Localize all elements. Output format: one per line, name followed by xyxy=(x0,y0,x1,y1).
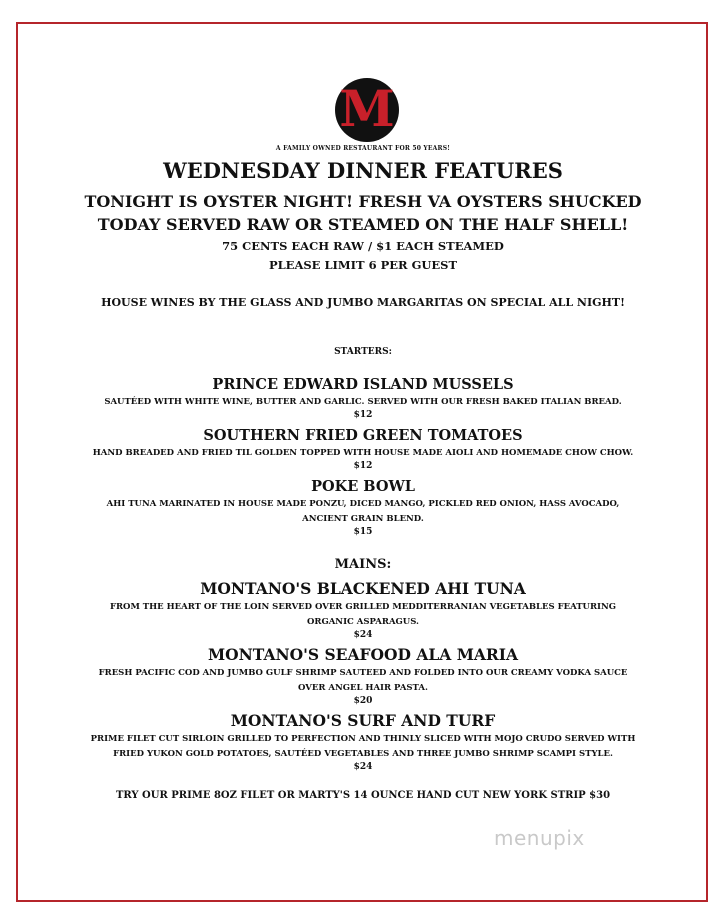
starter-description: HAND BREADED AND FRIED TIL GOLDEN TOPPED WITH HOUSE MADE AIOLI AND HOMEMADE CHOW CHOW. xyxy=(92,448,634,458)
starter-item xyxy=(18,478,708,537)
main-price: $20 xyxy=(353,696,373,706)
watermark: menupix xyxy=(494,826,585,850)
main-description: FROM THE HEART OF THE LOIN SERVED OVER GRILLED MEDDITERRANIAN VEGETABLES FEATURING ORGANIC ASPARAGUS. xyxy=(109,602,617,627)
oyster-limit: PLEASE LIMIT 6 PER GUEST xyxy=(268,258,458,272)
main-description: PRIME FILET CUT SIRLOIN GRILLED TO PERFECTION AND THINLY SLICED WITH MOJO CRUDO SERVED WITH FRIED YUKON GOLD POTATOES, SAUTÉED VEGETABLES AND THREE JUMBO SHRIMP SCAMPI STYLE. xyxy=(90,734,636,759)
starters-heading: STARTERS: xyxy=(334,347,392,357)
starter-price: $12 xyxy=(353,461,373,471)
main-price: $24 xyxy=(353,762,373,772)
main-item xyxy=(18,645,708,706)
restaurant-logo xyxy=(335,78,399,142)
starter-name: POKE BOWL xyxy=(311,478,415,495)
oyster-line-2: TODAY SERVED RAW OR STEAMED ON THE HALF SHELL! xyxy=(97,215,629,234)
starter-item xyxy=(18,376,708,420)
main-name: MONTANO'S SURF AND TURF xyxy=(230,711,496,730)
footer-special: TRY OUR PRIME 8OZ FILET OR MARTY'S 14 OUNCE HAND CUT NEW YORK STRIP $30 xyxy=(115,790,611,801)
starter-description: SAUTÉED WITH WHITE WINE, BUTTER AND GARLIC. SERVED WITH OUR FRESH BAKED ITALIAN BREAD. xyxy=(104,397,622,407)
starter-description: AHI TUNA MARINATED IN HOUSE MADE PONZU, DICED MANGO, PICKLED RED ONION, HASS AVOCADO, ANCIENT GRAIN BLEND. xyxy=(106,499,620,524)
tagline: A FAMILY OWNED RESTAURANT FOR 50 YEARS! xyxy=(275,145,451,152)
main-description: FRESH PACIFIC COD AND JUMBO GULF SHRIMP SAUTEED AND FOLDED INTO OUR CREAMY VODKA SAUCE OVER ANGEL HAIR PASTA. xyxy=(98,668,628,693)
main-name: MONTANO'S SEAFOOD ALA MARIA xyxy=(207,645,519,664)
starter-price: $12 xyxy=(353,410,373,420)
main-item xyxy=(18,579,708,640)
starter-item xyxy=(18,427,708,471)
logo-letter: M xyxy=(339,79,395,138)
starter-price: $15 xyxy=(353,527,373,537)
main-name: MONTANO'S BLACKENED AHI TUNA xyxy=(200,579,526,598)
oyster-pricing: 75 CENTS EACH RAW / $1 EACH STEAMED xyxy=(222,239,504,253)
main-item xyxy=(18,711,708,772)
main-price: $24 xyxy=(353,630,373,640)
starter-name: SOUTHERN FRIED GREEN TOMATOES xyxy=(203,427,523,444)
oyster-line-1: TONIGHT IS OYSTER NIGHT! FRESH VA OYSTERS SHUCKED xyxy=(84,192,642,211)
wines-special: HOUSE WINES BY THE GLASS AND JUMBO MARGARITAS ON SPECIAL ALL NIGHT! xyxy=(101,296,625,309)
mains-heading: MAINS: xyxy=(334,557,392,572)
page-title: WEDNESDAY DINNER FEATURES xyxy=(163,158,563,183)
starter-name: PRINCE EDWARD ISLAND MUSSELS xyxy=(212,376,514,393)
